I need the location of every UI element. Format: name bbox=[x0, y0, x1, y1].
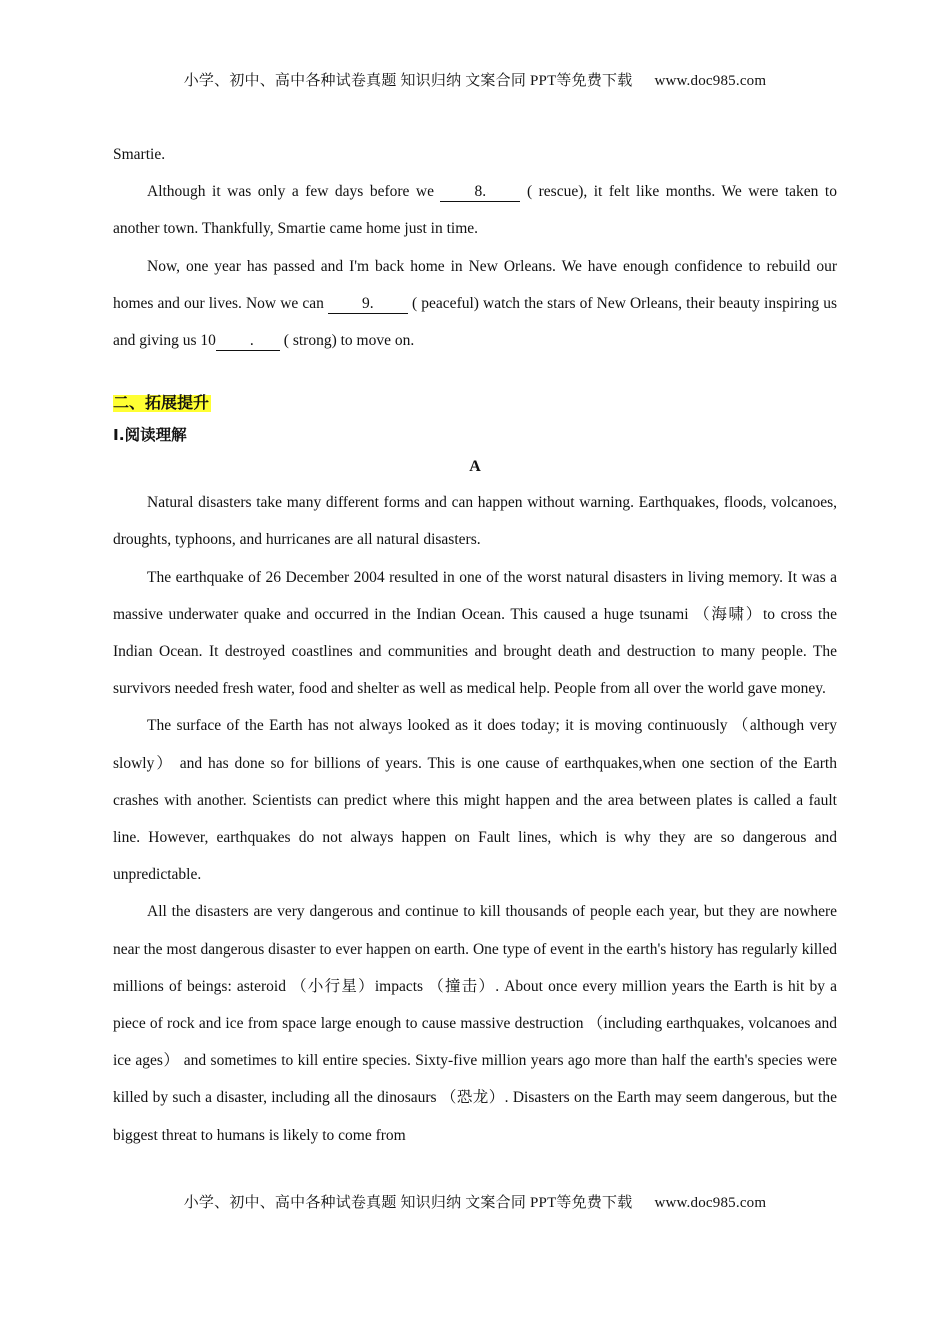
blank-9[interactable]: 9. bbox=[328, 295, 408, 314]
passage-paragraph-3: The surface of the Earth has not always looked as it does today; it is moving continuously （although very slowly） and has done so for billions of years. This is one cause of earthquakes,when one section of the Earth crashes with another. Scientists can predict where this might happen and the area between plates is called a fault line. However, earthquakes do not always happen on Fault lines, which is why they are so dangerous and unpredictable. bbox=[113, 717, 837, 884]
footer-url: www.doc985.com bbox=[654, 1195, 767, 1211]
cloze-text: Now, one year has passed and I'm back home in New Orleans. We have enough confidence to rebuild our homes and our lives. Now we can bbox=[113, 257, 837, 312]
passage-paragraph-1: Natural disasters take many different forms and can happen without warning. Earthquakes, floods, volcanoes, droughts, typhoons, and hurricanes are all natural disasters. bbox=[113, 494, 837, 549]
blank-10[interactable]: . bbox=[216, 332, 280, 351]
page-header bbox=[0, 69, 950, 90]
header-url: www.doc985.com bbox=[654, 73, 767, 89]
section-title-text: 二、拓展提升 bbox=[113, 395, 210, 413]
page-footer bbox=[0, 1191, 950, 1212]
document-body bbox=[113, 136, 837, 1154]
reading-title: I.阅读理解 bbox=[113, 426, 187, 445]
header-text: 小学、初中、高中各种试卷真题 知识归纳 文案合同 PPT等免费下载 bbox=[183, 73, 633, 89]
cloze-text: ( peaceful) watch the stars of New Orleans, their beauty inspiring us and giving us 10 bbox=[113, 294, 837, 350]
cloze-text: ( rescue), it felt like months. We were taken to another town. Thankfully, Smartie came home just in time. bbox=[113, 183, 837, 238]
passage-paragraph-4: All the disasters are very dangerous and continue to kill thousands of people each year, but they are nowhere near the most dangerous disaster to ever happen on earth. One type of event in the earth's history has regularly killed millions of beings: asteroid （小行星）impacts （撞击）. About once every million years the Earth is hit by a piece of rock and ice from space large enough to cause massive destruction （including earthquakes, volcanoes and ice ages） and sometimes to kill entire species. Sixty-five million years ago more than half the earth's species were killed by such a disaster, including all the dinosaurs （恐龙）. Disasters on the Earth may seem dangerous, but the biggest threat to humans is likely to come from bbox=[113, 903, 837, 1144]
footer-text: 小学、初中、高中各种试卷真题 知识归纳 文案合同 PPT等免费下载 bbox=[183, 1195, 633, 1211]
cloze-text: Although it was only a few days before we bbox=[147, 183, 441, 201]
cloze-text: ( strong) to move on. bbox=[279, 332, 415, 350]
cloze-paragraph-2 bbox=[113, 248, 837, 360]
blank-8[interactable]: 8. bbox=[440, 183, 520, 202]
cloze-paragraph-0: Smartie. bbox=[113, 146, 166, 163]
cloze-paragraph-1 bbox=[113, 173, 837, 247]
passage-paragraph-2: The earthquake of 26 December 2004 resulted in one of the worst natural disasters in living memory. It was a massive underwater quake and occurred in the Indian Ocean. This caused a huge tsunami （海啸）to cross the Indian Ocean. It destroyed coastlines and communities and brought death and destruction to many people. The survivors needed fresh water, food and shelter as well as medical help. People from all over the world gave money. bbox=[113, 568, 837, 698]
passage-label: A bbox=[469, 458, 481, 476]
